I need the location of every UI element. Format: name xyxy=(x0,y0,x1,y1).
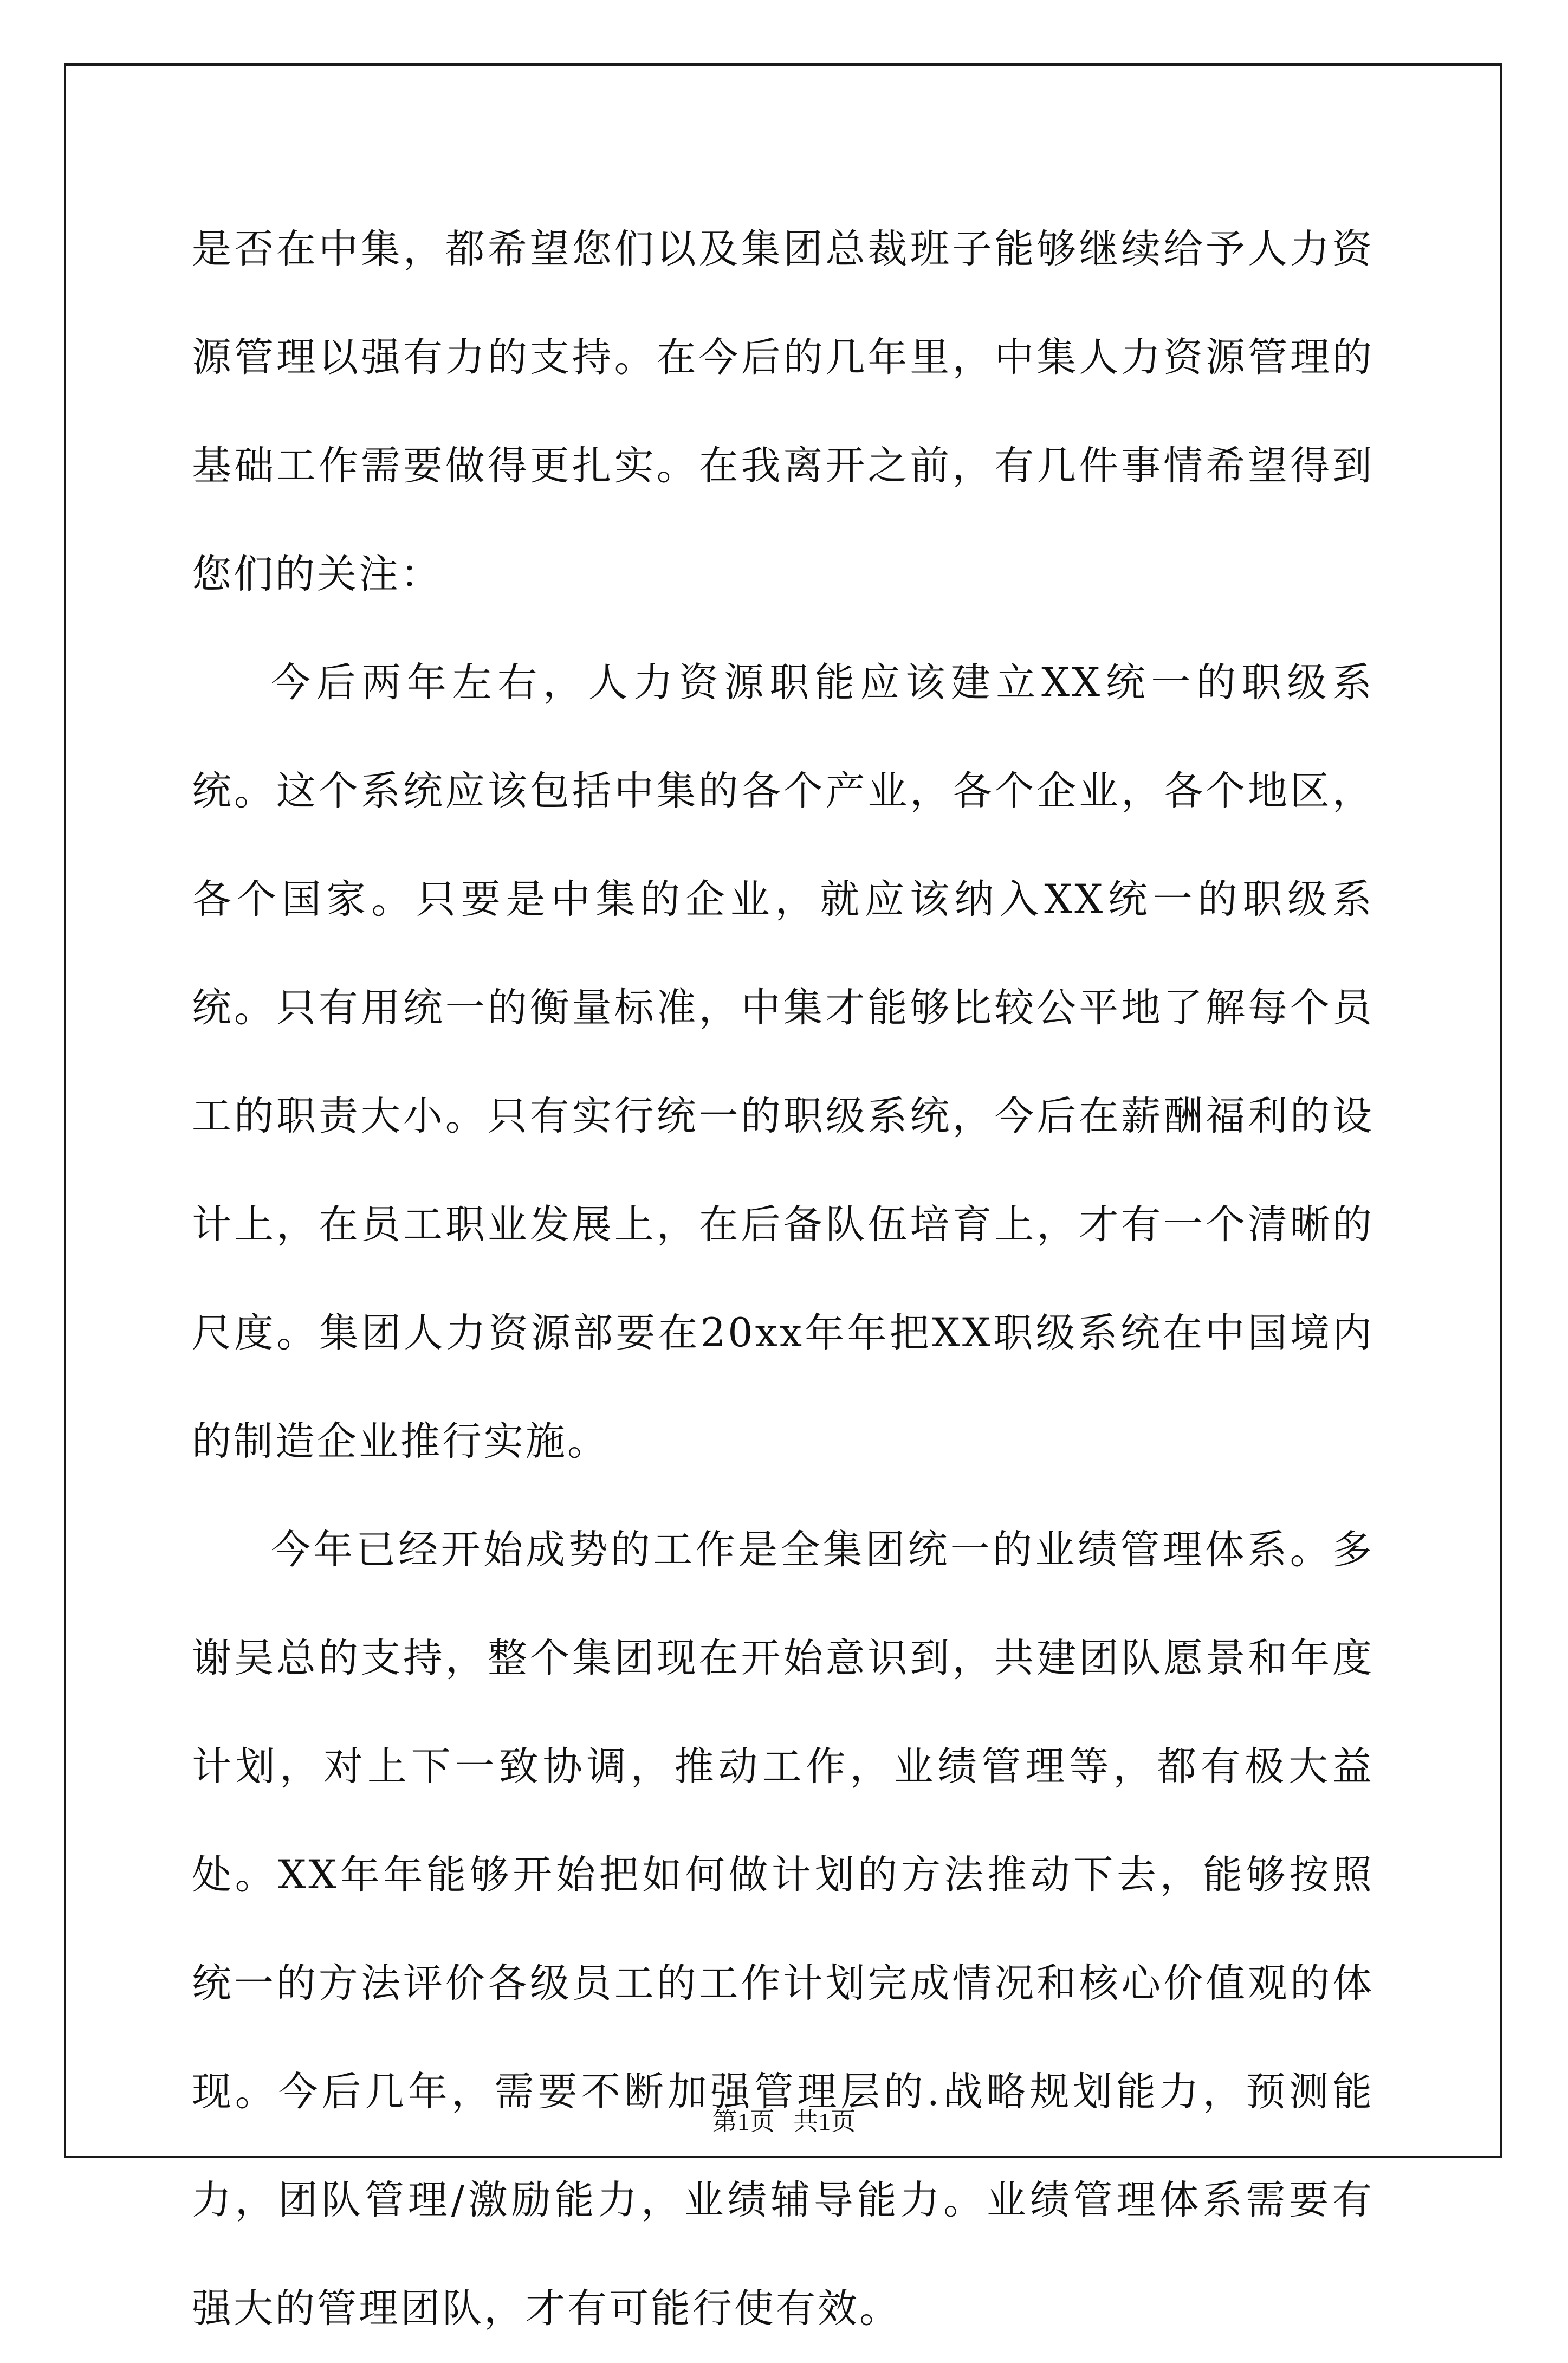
document-body xyxy=(192,195,1374,2363)
paragraph-1: 是否在中集，都希望您们以及集团总裁班子能够继续给予人力资源管理以强有力的支持。在今后的几年里，中集人力资源管理的基础工作需要做得更扎实。在我离开之前，有几件事情希望得到您们的关注： xyxy=(192,226,1374,597)
page-footer: 第1页 共1页 xyxy=(712,2108,856,2135)
paragraph-3: 今年已经开始成势的工作是全集团统一的业绩管理体系。多谢吴总的支持，整个集团现在开始意识到，共建团队愿景和年度计划，对上下一致协调，推动工作，业绩管理等，都有极大益处。XX年年能够开始把如何做计划的方法推动下去，能够按照统一的方法评价各级员工的工作计划完成情况和核心价值观的体现。今后几年，需要不断加强管理层的.战略规划能力，预测能力，团队管理/激励能力，业绩辅导能力。业绩管理体系需要有强大的管理团队，才有可能行使有效。 xyxy=(192,1527,1374,2332)
paragraph-2: 今后两年左右，人力资源职能应该建立XX统一的职级系统。这个系统应该包括中集的各个产业，各个企业，各个地区，各个国家。只要是中集的企业，就应该纳入XX统一的职级系统。只有用统一的衡量标准，中集才能够比较公平地了解每个员工的职责大小。只有实行统一的职级系统，今后在薪酬福利的设计上，在员工职业发展上，在后备队伍培育上，才有一个清晰的尺度。集团人力资源部要在20xx年年把XX职级系统在中国境内的制造企业推行实施。 xyxy=(192,660,1374,1464)
